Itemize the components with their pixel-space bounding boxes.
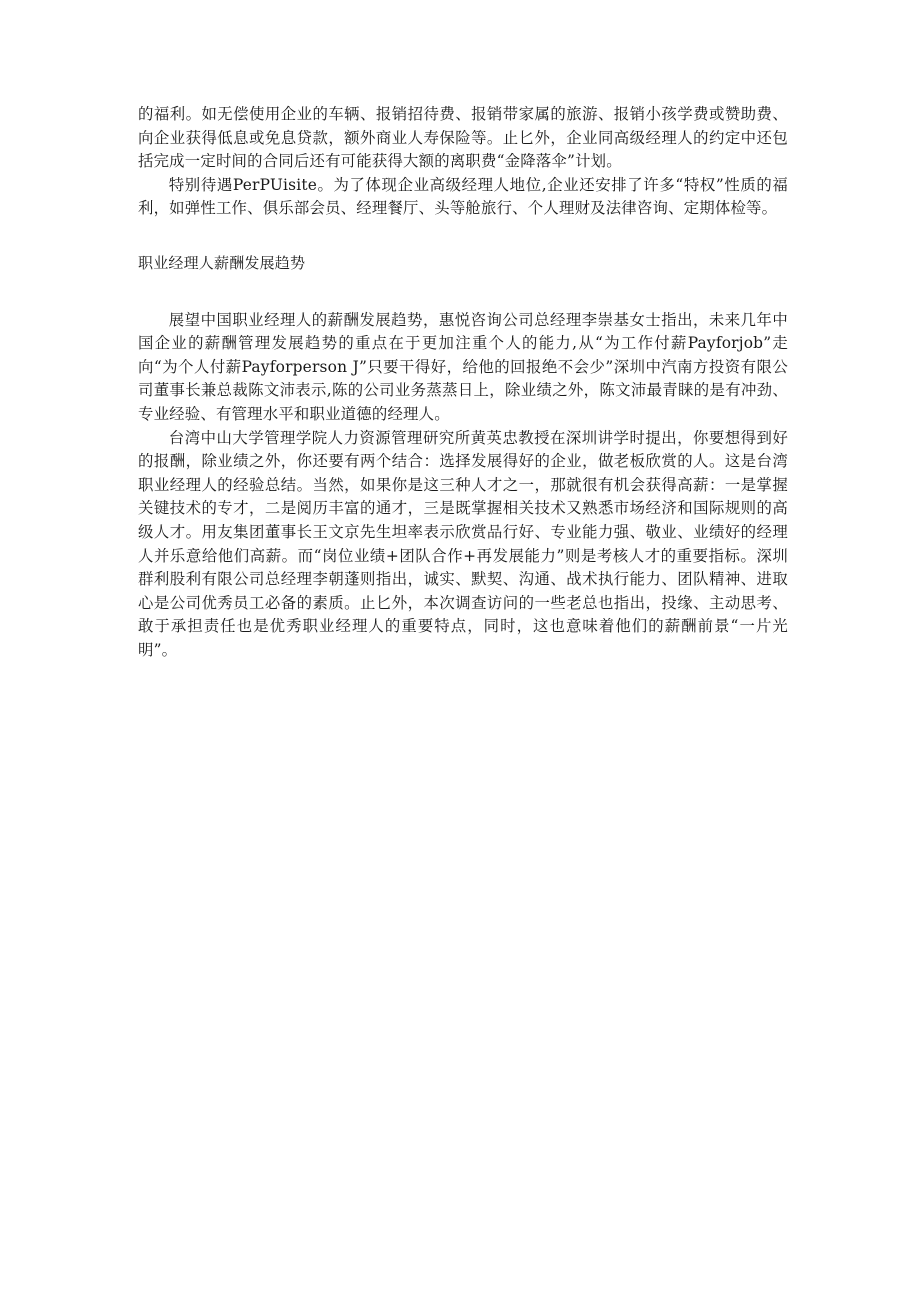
paragraph-salary-trend-outlook: 展望中国职业经理人的薪酬发展趋势，惠悦咨询公司总经理李崇基女士指出，未来几年中国企业的薪酬管理发展趋势的重点在于更加注重个人的能力,从“为工作付薪Payforjob”走向“为个人付薪Payforperson J”只要干得好，给他的回报绝不会少”深圳中汽南方投资有限公司董事长兼总裁陈文沛表示,陈的公司业务蒸蒸日上，除业绩之外，陈文沛最青睐的是有冲劲、专业经验、有管理水平和职业道德的经理人。 — [138, 310, 788, 423]
section-heading: 职业经理人薪酬发展趋势 — [138, 253, 306, 272]
paragraph-taiwan-experience: 台湾中山大学管理学院人力资源管理研究所黄英忠教授在深圳讲学时提出，你要想得到好的报酬，除业绩之外，你还要有两个结合：选择发展得好的企业，做老板欣赏的人。这是台湾职业经理人的经验总结。当然，如果你是这三种人才之一，那就很有机会获得高薪：一是掌握关键技术的专才，二是阅历丰富的通才，三是既掌握相关技术又熟悉市场经济和国际规则的高级人才。用友集团董事长王文京先生坦率表示欣赏品行好、专业能力强、敬业、业绩好的经理人并乐意给他们高薪。而“岗位业绩+团队合作+再发展能力”则是考核人才的重要指标。深圳群利股利有限公司总经理李朝蓬则指出，诚实、默契、沟通、战术执行能力、团队精神、进取心是公司优秀员工必备的素质。止匕外，本次调查访问的一些老总也指出，投缘、主动思考、敢于承担责任也是优秀职业经理人的重要特点，同时，这也意味着他们的薪酬前景“一片光明”。 — [138, 428, 788, 659]
document-body — [138, 103, 788, 662]
paragraph-benefits-continued: 的福利。如无偿使用企业的车辆、报销招待费、报销带家属的旅游、报销小孩学费或赞助费、向企业获得低息或免息贷款，额外商业人寿保险等。止匕外，企业同高级经理人的约定中还包括完成一定时间的合同后还有可能获得大额的离职费“金降落伞”计划。 — [138, 105, 788, 171]
paragraph-special-perquisites: 特别待遇PerPUisite。为了体现企业高级经理人地位,企业还安排了许多“特权”性质的福利，如弹性工作、俱乐部会员、经理餐厅、头等舱旅行、个人理财及法律咨询、定期体检等。 — [138, 175, 788, 218]
